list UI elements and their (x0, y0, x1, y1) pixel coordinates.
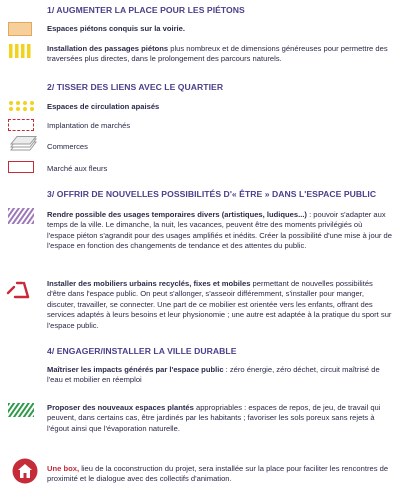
section-2-heading: 2/ TISSER DES LIENS AVEC LE QUARTIER (47, 82, 224, 92)
red-furniture-icon (6, 279, 34, 301)
dashed-rectangle-icon (8, 119, 34, 131)
section-1-heading: 1/ AUGMENTER LA PLACE POUR LES PIÉTONS (47, 5, 245, 15)
beige-rectangle-icon (8, 22, 32, 36)
legend-item-markets: Implantation de marchés (47, 121, 131, 130)
section-4-heading: 4/ ENGAGER/INSTALLER LA VILLE DURABLE (47, 346, 237, 356)
legend-item-shops: Commerces (47, 142, 88, 151)
box-house-icon (12, 458, 38, 484)
red-outline-rectangle-icon (8, 161, 34, 173)
legend-item-temporary-uses: Rendre possible des usages temporaires divers (artistiques, ludiques...) : pouvoir s'adapter aux temps de la ville. Le dimanche, la nuit, les vacances, peuvent être des moments privilégiés où l'espace piéton s'agrandit pour des usages amplifiés et inédits. Créer la possibilité d'une mise à jour de l'espace en fonction des changements de tendance et des attentes du public. (47, 210, 392, 251)
legend-item-pedestrian-spaces: Espaces piétons conquis sur la voirie. (47, 24, 186, 33)
legend-item-calm-circulation: Espaces de circulation apaisés (47, 102, 160, 111)
legend-item-crosswalks: Installation des passages piétons plus nombreux et de dimensions généreuses pour permettre des traversées plus directes, dans le prolongement des parcours naturels. (47, 44, 388, 64)
legend-item-flower-market: Marché aux fleurs (47, 164, 108, 173)
legend-item-impacts: Maîtriser les impacts générés par l'espace public : zéro énergie, zéro déchet, circuit maîtrisé de l'eau et mobilier en réemploi (47, 365, 380, 385)
purple-hatch-icon (8, 208, 34, 224)
yellow-dots-icon (8, 100, 36, 112)
section-3-heading: 3/ OFFRIR DE NOUVELLES POSSIBILITÉS D'« ÊTRE » DANS L'ESPACE PUBLIC (47, 189, 377, 199)
yellow-stripes-icon (8, 43, 32, 59)
legend-item-planted-spaces: Proposer des nouveaux espaces plantés appropriables : espaces de repos, de jeu, de travail qui peuvent, dans certains cas, être jardinés par les habitants ; favoriser les sols poreux sans rejets à l'égout ainsi que l'évaporation naturelle. (47, 403, 381, 433)
footer-box-note: Une box, lieu de la coconstruction du projet, sera installée sur la place pour faciliter les rencontres de proximité et le dialogue avec des collectifs d'animation. (47, 464, 389, 484)
stacked-layers-icon (8, 136, 38, 156)
legend-item-urban-furniture: Installer des mobiliers urbains recyclés, fixes et mobiles permettant de nouvelles possibilités d'être dans l'espace public. On peut s'allonger, s'asseoir différemment, s'installer pour manger, discuter, travailler, se connecter. Une part de ce mobilier est orientée vers les enfants, offrant des services adaptés à leurs besoins et leur physionomie ; une autre est adaptée à la pratique du sport sur l'espace public. (47, 279, 392, 330)
green-hatch-icon (8, 403, 34, 417)
